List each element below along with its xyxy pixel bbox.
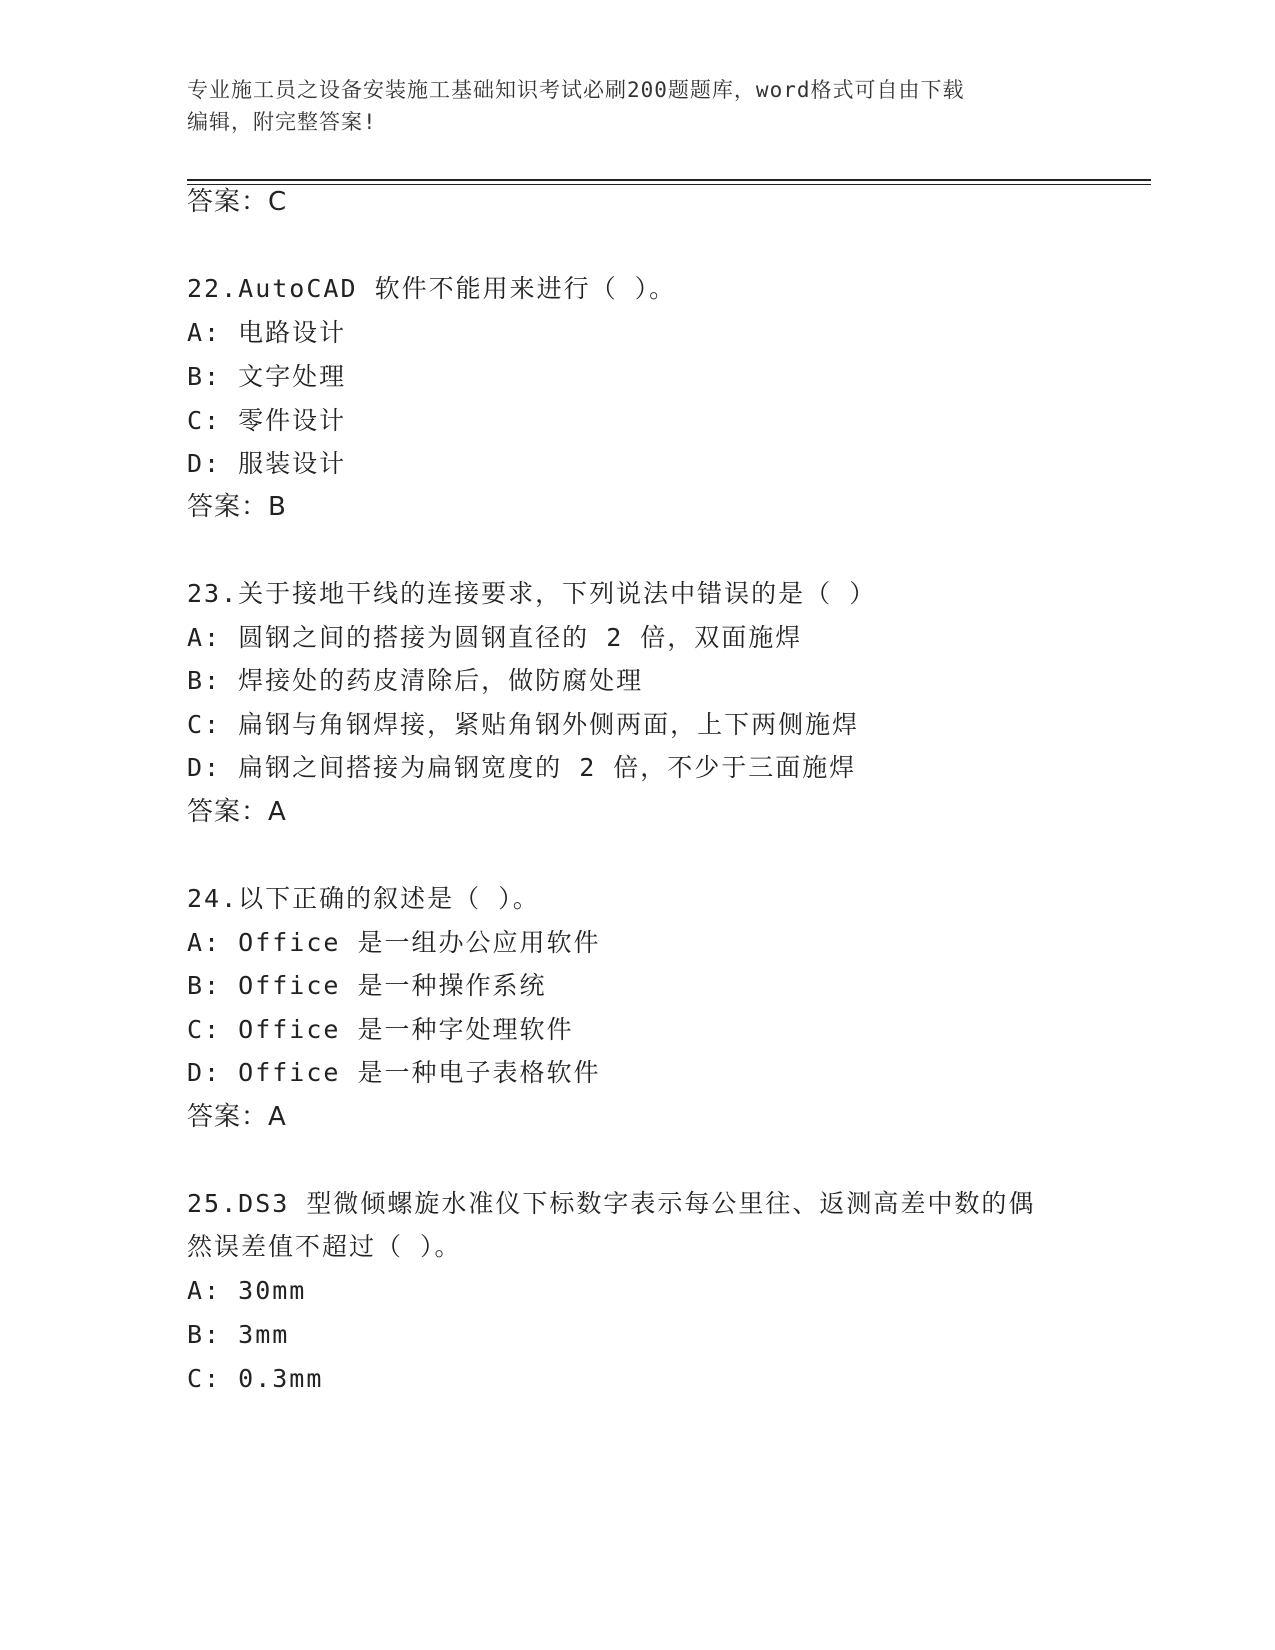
question-25-option-c: C: 0.3mm — [187, 1364, 324, 1393]
question-22-stem: 22.AutoCAD 软件不能用来进行（ ）。 — [187, 274, 677, 303]
question-24-option-a: A: Office 是一组办公应用软件 — [187, 928, 601, 957]
question-23-option-d: D: 扁钢之间搭接为扁钢宽度的 2 倍，不少于三面施焊 — [187, 753, 857, 782]
question-25-option-b: B: 3mm — [187, 1320, 290, 1349]
question-23-option-c: C: 扁钢与角钢焊接，紧贴角钢外侧两面，上下两侧施焊 — [187, 710, 860, 739]
question-22-option-b: B: 文字处理 — [187, 362, 347, 391]
question-22-option-d: D: 服装设计 — [187, 449, 347, 478]
question-23-stem: 23.关于接地干线的连接要求，下列说法中错误的是（ ） — [187, 579, 877, 608]
document-header — [187, 74, 1067, 138]
question-23-option-a: A: 圆钢之间的搭接为圆钢直径的 2 倍，双面施焊 — [187, 623, 803, 652]
question-24-stem: 24.以下正确的叙述是（ ）。 — [187, 884, 540, 913]
answer-q22: 答案：B — [187, 492, 287, 522]
header-line-1: 专业施工员之设备安装施工基础知识考试必刷200题题库，word格式可自由下载 — [187, 78, 965, 102]
question-24-option-b: B: Office 是一种操作系统 — [187, 971, 547, 1000]
question-25-option-a: A: 30mm — [187, 1276, 307, 1305]
header-divider-thin — [187, 184, 1151, 185]
header-line-2: 编辑，附完整答案! — [187, 110, 377, 134]
question-25-stem-line-2: 然误差值不超过（ ）。 — [187, 1232, 462, 1261]
question-22-option-a: A: 电路设计 — [187, 318, 347, 347]
answer-q24: 答案：A — [187, 1102, 287, 1132]
question-24-option-d: D: Office 是一种电子表格软件 — [187, 1058, 601, 1087]
question-24-option-c: C: Office 是一种字处理软件 — [187, 1015, 574, 1044]
question-23-option-b: B: 焊接处的药皮清除后，做防腐处理 — [187, 666, 644, 695]
header-divider-thick — [187, 179, 1151, 181]
answer-q21: 答案：C — [187, 187, 288, 217]
question-25-stem-line-1: 25.DS3 型微倾螺旋水准仪下标数字表示每公里往、返测高差中数的偶 — [187, 1189, 1036, 1218]
answer-q23: 答案：A — [187, 797, 287, 827]
question-22-option-c: C: 零件设计 — [187, 406, 347, 435]
